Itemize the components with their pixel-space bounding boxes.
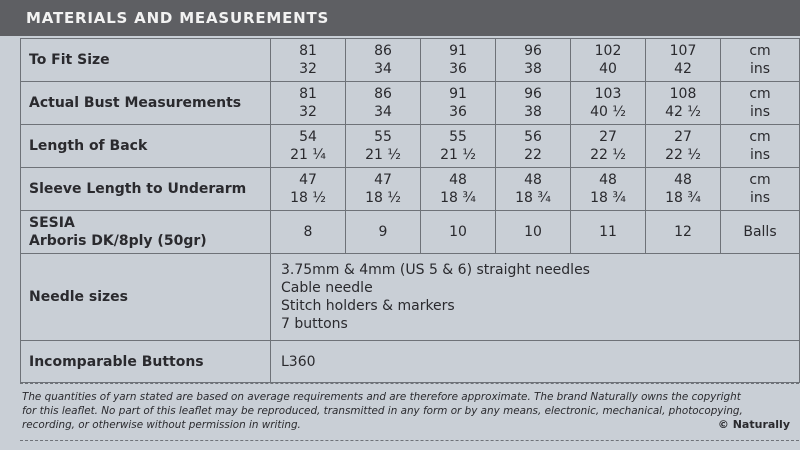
divider-top — [20, 383, 799, 384]
size-cell — [646, 168, 721, 211]
table-row — [21, 125, 800, 168]
unit-cell — [721, 168, 800, 211]
cell-value: 22 ½ — [665, 147, 701, 163]
cell-value: 48 — [599, 172, 617, 188]
table-row — [21, 82, 800, 125]
unit-cell — [721, 125, 800, 168]
row-label — [21, 125, 271, 168]
size-cell — [571, 168, 646, 211]
row-label-line: Length of Back — [29, 138, 148, 154]
unit-label: cm — [749, 172, 771, 188]
cell-value: 107 — [669, 43, 697, 59]
table-row — [21, 39, 800, 82]
size-cell — [271, 125, 346, 168]
cell-value: 91 — [449, 43, 467, 59]
table-row — [21, 211, 800, 254]
cell-value: 32 — [299, 104, 317, 120]
needle-list — [271, 254, 800, 341]
cell-value: 18 ½ — [290, 190, 326, 206]
needle-item: Stitch holders & markers — [281, 298, 455, 314]
cell-value: 10 — [449, 224, 467, 240]
unit-label: ins — [749, 104, 771, 120]
size-cell — [421, 211, 496, 254]
size-cell — [421, 82, 496, 125]
cell-value: 27 — [674, 129, 692, 145]
unit-label: cm — [749, 129, 771, 145]
disclaimer-line: The quantities of yarn stated are based on average requirements and are therefore approximate. The brand Naturally owns the copyright — [22, 391, 741, 403]
row-label — [21, 168, 271, 211]
row-label — [21, 82, 271, 125]
disclaimer — [22, 390, 794, 432]
cell-value: 42 ½ — [665, 104, 701, 120]
cell-value: 32 — [299, 61, 317, 77]
cell-value: 55 — [374, 129, 392, 145]
cell-value: 10 — [524, 224, 542, 240]
button-code: L360 — [271, 341, 800, 383]
size-cell — [646, 82, 721, 125]
cell-value: 54 — [299, 129, 317, 145]
cell-value: 56 — [524, 129, 542, 145]
section-title: MATERIALS AND MEASUREMENTS — [26, 9, 330, 27]
measurements-table — [20, 38, 800, 383]
cell-value: 8 — [303, 224, 313, 240]
cell-value: 18 ¾ — [665, 190, 701, 206]
cell-value: 48 — [524, 172, 542, 188]
cell-value: 42 — [674, 61, 692, 77]
cell-value: 36 — [449, 104, 467, 120]
cell-value: 18 ¾ — [515, 190, 551, 206]
cell-value: 27 — [599, 129, 617, 145]
cell-value: 18 ½ — [365, 190, 401, 206]
table-row — [21, 168, 800, 211]
cell-value: 40 ½ — [590, 104, 626, 120]
unit-label: cm — [749, 43, 771, 59]
row-label: Incomparable Buttons — [21, 341, 271, 383]
size-cell — [346, 125, 421, 168]
cell-value: 36 — [449, 61, 467, 77]
size-cell — [496, 168, 571, 211]
size-cell — [271, 168, 346, 211]
row-label — [21, 39, 271, 82]
cell-value: 21 ½ — [440, 147, 476, 163]
cell-value: 55 — [449, 129, 467, 145]
divider-bottom — [20, 440, 799, 441]
row-label-line: SESIA — [29, 215, 75, 231]
size-cell — [421, 168, 496, 211]
unit-label: cm — [749, 86, 771, 102]
cell-value: 22 — [524, 147, 542, 163]
row-label-line: To Fit Size — [29, 52, 110, 68]
cell-value: 40 — [599, 61, 617, 77]
cell-value: 18 ¾ — [440, 190, 476, 206]
size-cell — [271, 82, 346, 125]
needle-item: Cable needle — [281, 280, 373, 296]
size-cell — [271, 211, 346, 254]
needle-item: 7 buttons — [281, 316, 348, 332]
copyright-notice: © Naturally — [717, 418, 790, 431]
size-cell — [496, 211, 571, 254]
cell-value: 91 — [449, 86, 467, 102]
unit-label: ins — [749, 61, 771, 77]
size-cell — [496, 39, 571, 82]
table-body — [21, 39, 800, 383]
size-cell — [646, 211, 721, 254]
row-label-line: Sleeve Length to Underarm — [29, 181, 247, 197]
unit-cell — [721, 82, 800, 125]
row-label-line: Arboris DK/8ply (50gr) — [29, 233, 207, 249]
size-cell — [271, 39, 346, 82]
cell-value: 86 — [374, 43, 392, 59]
cell-value: 12 — [674, 224, 692, 240]
cell-value: 21 ¼ — [290, 147, 326, 163]
size-cell — [496, 125, 571, 168]
size-cell — [346, 82, 421, 125]
cell-value: 86 — [374, 86, 392, 102]
cell-value: 47 — [299, 172, 317, 188]
cell-value: 102 — [594, 43, 622, 59]
cell-value: 48 — [449, 172, 467, 188]
needle-item: 3.75mm & 4mm (US 5 & 6) straight needles — [281, 262, 590, 278]
size-cell — [346, 211, 421, 254]
unit-cell — [721, 211, 800, 254]
table-row-buttons — [21, 341, 800, 383]
size-cell — [346, 39, 421, 82]
cell-value: 34 — [374, 104, 392, 120]
size-cell — [421, 125, 496, 168]
size-cell — [646, 125, 721, 168]
cell-value: 38 — [524, 61, 542, 77]
cell-value: 47 — [374, 172, 392, 188]
cell-value: 48 — [674, 172, 692, 188]
size-cell — [571, 82, 646, 125]
disclaimer-line: recording, or otherwise without permission in writing. — [22, 419, 301, 431]
cell-value: 81 — [299, 43, 317, 59]
unit-cell — [721, 39, 800, 82]
disclaimer-line: for this leaflet. No part of this leaflet may be reproduced, transmitted in any form or by any means, electronic, mechanical, photocopying, — [22, 405, 743, 417]
cell-value: 38 — [524, 104, 542, 120]
table-row-needle-sizes — [21, 254, 800, 341]
cell-value: 9 — [378, 224, 388, 240]
cell-value: 103 — [594, 86, 622, 102]
size-cell — [646, 39, 721, 82]
cell-value: 96 — [524, 43, 542, 59]
size-cell — [571, 211, 646, 254]
unit-label: ins — [749, 147, 771, 163]
cell-value: 18 ¾ — [590, 190, 626, 206]
size-cell — [421, 39, 496, 82]
size-cell — [571, 125, 646, 168]
cell-value: 11 — [599, 224, 617, 240]
cell-value: 81 — [299, 86, 317, 102]
cell-value: 96 — [524, 86, 542, 102]
unit-label: Balls — [743, 224, 777, 240]
section-header — [0, 0, 800, 36]
row-label — [21, 211, 271, 254]
row-label: Needle sizes — [21, 254, 271, 341]
row-label-line: Actual Bust Measurements — [29, 95, 242, 111]
size-cell — [496, 82, 571, 125]
cell-value: 34 — [374, 61, 392, 77]
cell-value: 22 ½ — [590, 147, 626, 163]
cell-value: 108 — [669, 86, 697, 102]
size-cell — [571, 39, 646, 82]
size-cell — [346, 168, 421, 211]
cell-value: 21 ½ — [365, 147, 401, 163]
unit-label: ins — [749, 190, 771, 206]
